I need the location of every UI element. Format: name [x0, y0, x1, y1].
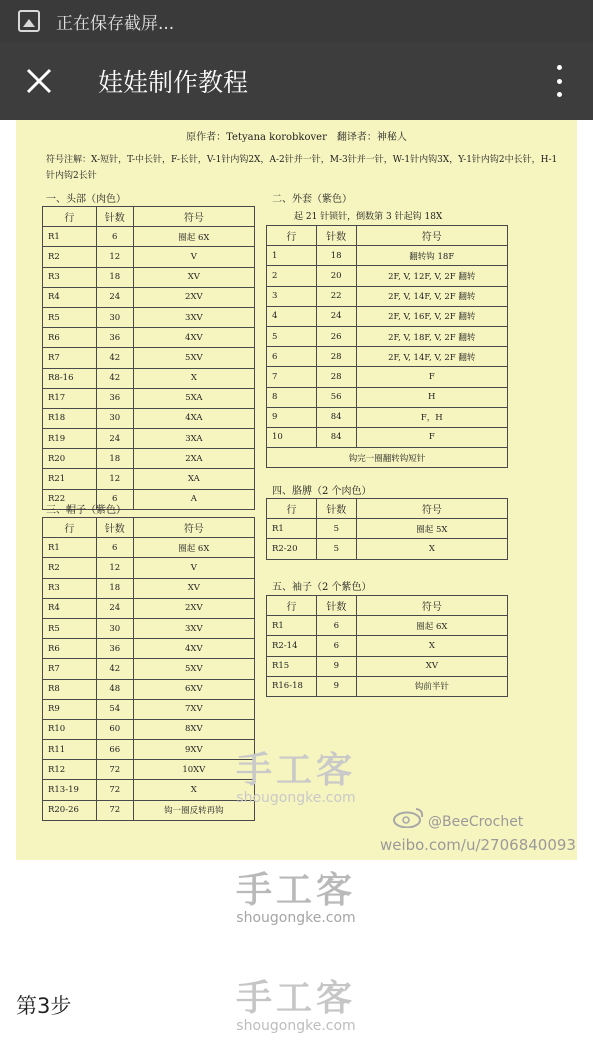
- row-cell: R7: [43, 348, 97, 368]
- row-cell: R1: [43, 538, 97, 558]
- table-row: [267, 326, 508, 346]
- column-header: 针数: [316, 226, 356, 246]
- row-cell: R2: [43, 558, 97, 578]
- stitch-count-cell: 60: [96, 719, 133, 739]
- table-row: [267, 636, 508, 656]
- row-cell: R2-14: [267, 636, 317, 656]
- screenshot-icon: [18, 10, 40, 32]
- pattern-image[interactable]: [16, 120, 577, 860]
- table-row: [267, 387, 508, 407]
- symbol-cell: XV: [356, 656, 507, 676]
- row-cell: R6: [43, 328, 97, 348]
- stitch-count-cell: 6: [316, 616, 356, 636]
- table-row: [267, 306, 508, 326]
- table-row: [267, 656, 508, 676]
- content-watermark: [216, 872, 376, 926]
- table-row: [267, 347, 508, 367]
- symbol-cell: 3XV: [133, 307, 254, 327]
- watermark-cn: 手工客: [235, 978, 356, 1019]
- column-header: 符号: [356, 596, 507, 616]
- symbol-cell: 5XA: [133, 388, 254, 408]
- stitch-count-cell: 56: [316, 387, 356, 407]
- symbol-cell: X: [356, 539, 507, 559]
- symbol-cell: V: [133, 558, 254, 578]
- symbol-cell: 4XV: [133, 639, 254, 659]
- coat-subtitle: 起 21 针锁针，倒数第 3 针起钩 18X: [294, 212, 443, 222]
- stitch-count-cell: 18: [96, 578, 133, 598]
- symbol-cell: 2XA: [133, 449, 254, 469]
- stitch-count-cell: 42: [96, 348, 133, 368]
- bottom-watermark: [216, 980, 376, 1034]
- symbol-cell: 2XV: [133, 287, 254, 307]
- row-cell: R19: [43, 429, 97, 449]
- symbol-cell: 钩前半针: [356, 676, 507, 696]
- row-cell: R15: [267, 656, 317, 676]
- article-content[interactable]: [0, 120, 593, 1054]
- symbol-cell: 10XV: [133, 760, 254, 780]
- table-row: [43, 429, 255, 449]
- row-cell: 9: [267, 407, 317, 427]
- symbol-cell: 翻转钩 18F: [356, 246, 507, 266]
- stitch-count-cell: 5: [316, 539, 356, 559]
- stitch-count-cell: 24: [96, 287, 133, 307]
- symbol-cell: XA: [133, 469, 254, 489]
- symbol-cell: 3XA: [133, 429, 254, 449]
- stitch-count-cell: 42: [96, 368, 133, 388]
- row-cell: R3: [43, 267, 97, 287]
- row-cell: R9: [43, 699, 97, 719]
- row-cell: R8: [43, 679, 97, 699]
- hat-table: [42, 517, 255, 821]
- symbol-cell: 圈起 6X: [133, 227, 254, 247]
- row-cell: 10: [267, 427, 317, 447]
- page-title: 娃娃制作教程: [98, 68, 249, 97]
- weibo-credit: [428, 814, 523, 830]
- table-row: [267, 367, 508, 387]
- close-button[interactable]: [0, 42, 78, 120]
- row-cell: R20: [43, 449, 97, 469]
- symbol-cell: XV: [133, 578, 254, 598]
- table-row: [267, 539, 508, 559]
- symbol-cell: X: [133, 780, 254, 800]
- row-cell: R20-26: [43, 800, 97, 820]
- column-header: 符号: [133, 518, 254, 538]
- table-row: [43, 800, 255, 820]
- column-header: 针数: [96, 207, 133, 227]
- stitch-count-cell: 72: [96, 780, 133, 800]
- watermark-cn: 手工客: [235, 870, 356, 911]
- row-cell: 7: [267, 367, 317, 387]
- table-row: [43, 699, 255, 719]
- table-row: [43, 740, 255, 760]
- table-row: [267, 286, 508, 306]
- row-cell: R21: [43, 469, 97, 489]
- symbol-cell: A: [133, 489, 254, 509]
- row-cell: R8-16: [43, 368, 97, 388]
- symbol-cell: F: [356, 427, 507, 447]
- row-cell: R17: [43, 388, 97, 408]
- sleeves-section-title: 五、袖子（2 个紫色）: [272, 582, 372, 593]
- row-cell: R10: [43, 719, 97, 739]
- head-table: [42, 206, 255, 510]
- symbol-cell: 圈起 6X: [133, 538, 254, 558]
- status-bar: [0, 0, 593, 42]
- stitch-count-cell: 42: [96, 659, 133, 679]
- stitch-count-cell: 26: [316, 326, 356, 346]
- stitch-count-cell: 12: [96, 247, 133, 267]
- stitch-count-cell: 36: [96, 328, 133, 348]
- row-cell: R3: [43, 578, 97, 598]
- row-cell: R5: [43, 307, 97, 327]
- table-header-row: [267, 226, 508, 246]
- weibo-logo-icon: [392, 806, 426, 828]
- table-row: [43, 659, 255, 679]
- table-row: [267, 616, 508, 636]
- symbol-cell: 4XA: [133, 408, 254, 428]
- stitch-count-cell: 72: [96, 760, 133, 780]
- stitch-count-cell: 84: [316, 407, 356, 427]
- stitch-count-cell: 24: [96, 429, 133, 449]
- stitch-count-cell: 66: [96, 740, 133, 760]
- table-footer-row: [267, 448, 508, 468]
- stitch-count-cell: 6: [316, 636, 356, 656]
- table-row: [43, 558, 255, 578]
- stitch-count-cell: 24: [316, 306, 356, 326]
- symbol-cell: V: [133, 247, 254, 267]
- stitch-count-cell: 18: [316, 246, 356, 266]
- symbol-cell: 5XV: [133, 659, 254, 679]
- row-cell: R5: [43, 618, 97, 638]
- stitch-count-cell: 12: [96, 558, 133, 578]
- table-row: [267, 266, 508, 286]
- stitch-count-cell: 24: [96, 598, 133, 618]
- stitch-count-cell: 30: [96, 307, 133, 327]
- symbol-cell: 2F, V, 14F, V, 2F 翻转: [356, 286, 507, 306]
- table-row: [267, 676, 508, 696]
- table-row: [43, 247, 255, 267]
- app-bar: [0, 42, 593, 120]
- symbol-cell: 钩一圈反转再钩: [133, 800, 254, 820]
- stitch-count-cell: 54: [96, 699, 133, 719]
- row-cell: R6: [43, 639, 97, 659]
- symbol-cell: 2XV: [133, 598, 254, 618]
- arms-table: [266, 498, 508, 560]
- arms-section-title: 四、胳膊（2 个肉色）: [272, 486, 372, 497]
- status-text: 正在保存截屏...: [56, 13, 175, 34]
- row-cell: R1: [43, 227, 97, 247]
- row-cell: R4: [43, 598, 97, 618]
- symbol-cell: X: [356, 636, 507, 656]
- watermark-en: shougongke.com: [236, 1018, 356, 1034]
- column-header: 行: [267, 499, 317, 519]
- stitch-count-cell: 36: [96, 639, 133, 659]
- table-header-row: [43, 207, 255, 227]
- column-header: 针数: [316, 499, 356, 519]
- row-cell: R11: [43, 740, 97, 760]
- table-row: [267, 519, 508, 539]
- stitch-count-cell: 18: [96, 267, 133, 287]
- table-row: [43, 578, 255, 598]
- step-label: 第3步: [16, 994, 72, 1018]
- symbol-cell: 2F, V, 18F, V, 2F 翻转: [356, 326, 507, 346]
- row-cell: R1: [267, 616, 317, 636]
- column-header: 行: [267, 596, 317, 616]
- watermark-en: shougongke.com: [236, 790, 356, 806]
- symbol-cell: XV: [133, 267, 254, 287]
- table-row: [43, 639, 255, 659]
- row-cell: R18: [43, 408, 97, 428]
- stitch-count-cell: 30: [96, 618, 133, 638]
- table-row: [43, 598, 255, 618]
- table-row: [43, 408, 255, 428]
- row-cell: R13-19: [43, 780, 97, 800]
- coat-table: [266, 225, 508, 468]
- sleeves-table: [266, 595, 508, 697]
- symbol-cell: 9XV: [133, 740, 254, 760]
- stitch-count-cell: 22: [316, 286, 356, 306]
- table-row: [43, 348, 255, 368]
- symbol-cell: 4XV: [133, 328, 254, 348]
- pattern-credit: 原作者：Tetyana korobkover 翻译者：神秘人: [186, 132, 407, 143]
- row-cell: R1: [267, 519, 317, 539]
- table-row: [43, 267, 255, 287]
- row-cell: 6: [267, 347, 317, 367]
- table-row: [43, 368, 255, 388]
- weibo-handle: @BeeCrochet: [428, 814, 524, 830]
- more-dot-icon: [557, 79, 562, 84]
- row-cell: 2: [267, 266, 317, 286]
- column-header: 行: [43, 207, 97, 227]
- stitch-count-cell: 18: [96, 449, 133, 469]
- table-row: [43, 328, 255, 348]
- symbol-cell: 3XV: [133, 618, 254, 638]
- stitch-count-cell: 6: [96, 227, 133, 247]
- row-cell: 3: [267, 286, 317, 306]
- stitch-count-cell: 12: [96, 469, 133, 489]
- row-cell: R4: [43, 287, 97, 307]
- table-row: [43, 287, 255, 307]
- symbol-cell: F: [356, 367, 507, 387]
- row-cell: R2: [43, 247, 97, 267]
- table-row: [43, 719, 255, 739]
- stitch-count-cell: 6: [96, 489, 133, 509]
- symbol-cell: 2F, V, 14F, V, 2F 翻转: [356, 347, 507, 367]
- table-row: [43, 469, 255, 489]
- coat-section-title: 二、外套（紫色）: [272, 194, 352, 205]
- table-header-row: [267, 499, 508, 519]
- watermark-en: shougongke.com: [236, 910, 356, 926]
- symbol-cell: 圈起 5X: [356, 519, 507, 539]
- symbol-cell: H: [356, 387, 507, 407]
- more-dot-icon: [557, 65, 562, 70]
- symbol-cell: 8XV: [133, 719, 254, 739]
- table-row: [267, 246, 508, 266]
- table-row: [43, 618, 255, 638]
- stitch-count-cell: 6: [96, 538, 133, 558]
- stitch-count-cell: 36: [96, 388, 133, 408]
- table-header-row: [267, 596, 508, 616]
- symbol-cell: 6XV: [133, 679, 254, 699]
- column-header: 符号: [356, 499, 507, 519]
- stitch-count-cell: 48: [96, 679, 133, 699]
- column-header: 针数: [316, 596, 356, 616]
- row-cell: 4: [267, 306, 317, 326]
- stitch-count-cell: 5: [316, 519, 356, 539]
- stitch-count-cell: 84: [316, 427, 356, 447]
- table-row: [43, 227, 255, 247]
- row-cell: 1: [267, 246, 317, 266]
- table-row: [43, 307, 255, 327]
- more-options-button[interactable]: [555, 65, 563, 97]
- table-header-row: [43, 518, 255, 538]
- row-cell: R2-20: [267, 539, 317, 559]
- table-row: [43, 388, 255, 408]
- stitch-count-cell: 9: [316, 676, 356, 696]
- symbol-cell: 2F, V, 12F, V, 2F 翻转: [356, 266, 507, 286]
- watermark-cn: 手工客: [235, 750, 356, 791]
- stitch-count-cell: 72: [96, 800, 133, 820]
- row-cell: R22: [43, 489, 97, 509]
- table-row: [43, 449, 255, 469]
- table-row: [267, 407, 508, 427]
- column-header: 符号: [356, 226, 507, 246]
- table-footer-cell: 钩完一圈翻转钩短针: [267, 448, 508, 468]
- table-row: [43, 760, 255, 780]
- symbol-cell: 圈起 6X: [356, 616, 507, 636]
- column-header: 符号: [133, 207, 254, 227]
- row-cell: R12: [43, 760, 97, 780]
- stitch-count-cell: 30: [96, 408, 133, 428]
- column-header: 行: [43, 518, 97, 538]
- more-dot-icon: [557, 92, 562, 97]
- stitch-count-cell: 28: [316, 347, 356, 367]
- stitch-count-cell: 28: [316, 367, 356, 387]
- symbol-cell: 5XV: [133, 348, 254, 368]
- symbol-cell: 2F, V, 16F, V, 2F 翻转: [356, 306, 507, 326]
- weibo-url: weibo.com/u/2706840093: [380, 836, 576, 854]
- column-header: 针数: [96, 518, 133, 538]
- row-cell: 5: [267, 326, 317, 346]
- table-row: [43, 679, 255, 699]
- close-icon: [25, 67, 53, 95]
- stitch-count-cell: 9: [316, 656, 356, 676]
- row-cell: R7: [43, 659, 97, 679]
- hat-section-title: 三、帽子（紫色）: [46, 505, 126, 516]
- pattern-legend: 符号注解：X-短针，T-中长针，F-长针，V-1针内钩2X，A-2针并一针，M-3针并一针，W-1针内钩3X，Y-1针内钩2中长针，H-1针内钩2长针: [46, 155, 558, 181]
- symbol-cell: 7XV: [133, 699, 254, 719]
- row-cell: 8: [267, 387, 317, 407]
- table-row: [267, 427, 508, 447]
- table-row: [43, 538, 255, 558]
- column-header: 行: [267, 226, 317, 246]
- table-row: [43, 780, 255, 800]
- row-cell: R16-18: [267, 676, 317, 696]
- symbol-cell: F，H: [356, 407, 507, 427]
- symbol-cell: X: [133, 368, 254, 388]
- stitch-count-cell: 20: [316, 266, 356, 286]
- head-section-title: 一、头部（肉色）: [46, 194, 126, 205]
